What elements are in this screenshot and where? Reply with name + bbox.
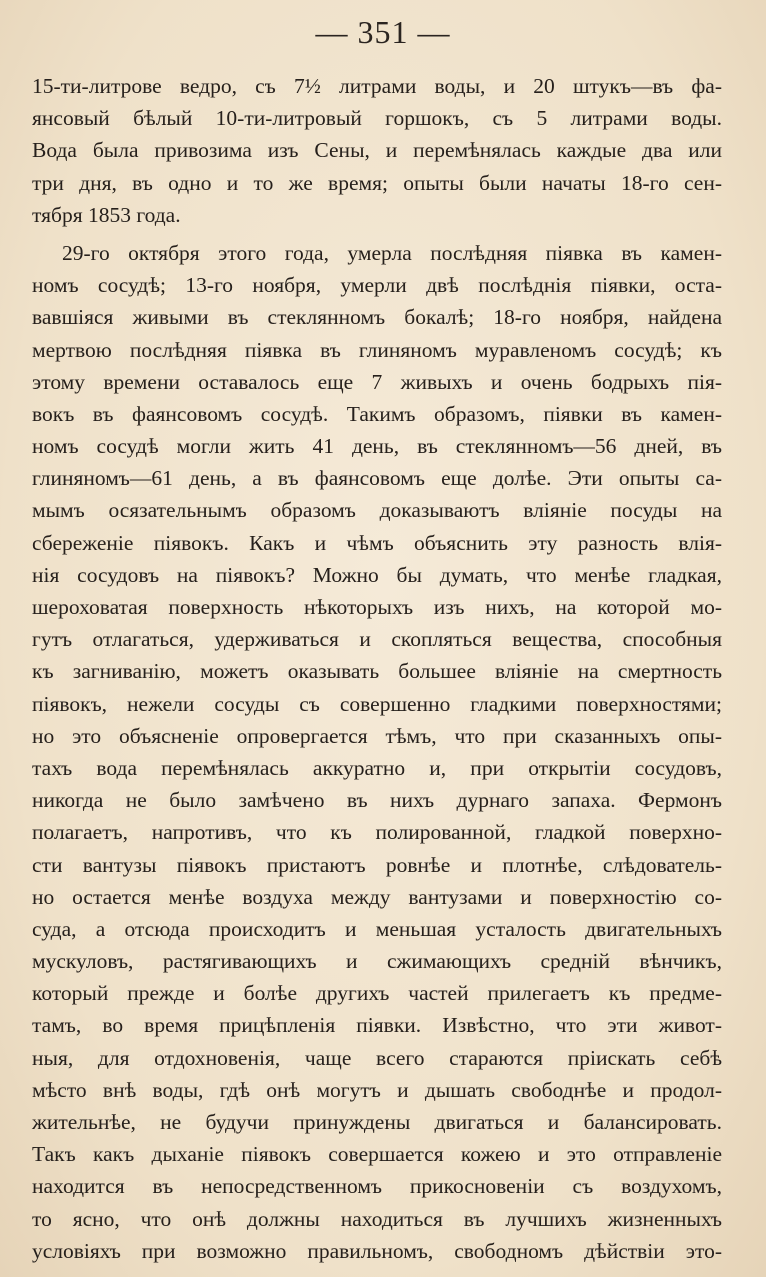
- text-line: мертвою послѣдняя піявка въ глиняномъ муравленомъ сосудѣ; къ: [32, 337, 722, 362]
- text-line: тября 1853 года.: [32, 202, 181, 227]
- text-line: глиняномъ—61 день, а въ фаянсовомъ еще долѣе. Эти опыты са-: [32, 466, 722, 491]
- text-line: никогда не было замѣчено въ нихъ дурнаго запаха. Фермонъ: [32, 788, 722, 813]
- text-line: мымъ осязательнымъ образомъ доказываютъ вліяніе посуды на: [32, 498, 722, 523]
- page-number: — 351 —: [315, 14, 451, 50]
- text-line: 29-го октября этого года, умерла послѣдняя піявка въ камен-: [62, 240, 722, 265]
- text-line: піявокъ, нежели сосуды съ совершенно гладкими поверхностями;: [32, 691, 722, 716]
- text-line: ныя, для отдохновенія, чаще всего стараются пріискать себѣ: [32, 1045, 722, 1070]
- text-line: вавшіяся живыми въ стеклянномъ бокалѣ; 18-го ноября, найдена: [32, 305, 722, 330]
- text-line: номъ сосудѣ; 13-го ноября, умерли двѣ послѣднія піявки, оста-: [32, 273, 722, 298]
- text-line: условіяхъ при возможно правильномъ, свободномъ дѣйствіи это-: [32, 1238, 722, 1263]
- text-line: мускуловъ, растягивающихъ и сжимающихъ средній вѣнчикъ,: [32, 949, 722, 974]
- text-line: номъ сосудѣ могли жить 41 день, въ стеклянномъ—56 дней, въ: [32, 434, 722, 459]
- text-line: но остается менѣе воздуха между вантузами и поверхностію со-: [32, 884, 722, 909]
- text-line: жительнѣе, не будучи принуждены двигаться и балансировать.: [32, 1110, 722, 1134]
- text-line: вокъ въ фаянсовомъ сосудѣ. Такимъ образомъ, піявки въ камен-: [32, 401, 722, 426]
- text-line: полагаетъ, напротивъ, что къ полированной, гладкой поверхно-: [32, 820, 722, 845]
- text-line: Вода была привозима изъ Сены, и перемѣнялась каждые два или: [32, 138, 722, 163]
- text-line: то ясно, что онѣ должны находиться въ лучшихъ жизненныхъ: [32, 1206, 722, 1231]
- text-line: 15-ти-литрове ведро, съ 7½ литрами воды, и 20 штукъ—въ фа-: [32, 74, 722, 98]
- text-line: этому времени оставалось еще 7 живыхъ и очень бодрыхъ пія-: [32, 369, 722, 394]
- text-line: гутъ отлагаться, удерживаться и скопляться вещества, способныя: [32, 627, 722, 652]
- text-line: тамъ, во время прицѣпленія піявки. Извѣстно, что эти живот-: [32, 1013, 722, 1038]
- text-line: три дня, въ одно и то же время; опыты были начаты 18-го сен-: [32, 170, 722, 195]
- text-line: шероховатая поверхность нѣкоторыхъ изъ нихъ, на которой мо-: [32, 595, 722, 619]
- text-line: мѣсто внѣ воды, гдѣ онѣ могутъ и дышать свободнѣе и продол-: [32, 1077, 722, 1102]
- text-line: который прежде и болѣе другихъ частей прилегаетъ къ предме-: [32, 981, 722, 1006]
- text-line: нія сосудовъ на піявокъ? Можно бы думать, что менѣе гладкая,: [32, 562, 722, 587]
- text-line: сбереженіе піявокъ. Какъ и чѣмъ объяснить эту разность влія-: [32, 530, 722, 555]
- text-line: тахъ вода перемѣнялась аккуратно и, при открытіи сосудовъ,: [32, 755, 722, 780]
- text-line: Такъ какъ дыханіе піявокъ совершается кожею и это отправленіе: [32, 1142, 722, 1167]
- body-text: [32, 70, 722, 1267]
- text-line: находится въ непосредственномъ прикосновеніи съ воздухомъ,: [32, 1174, 722, 1199]
- text-line: сти вантузы піявокъ пристаютъ ровнѣе и плотнѣе, слѣдователь-: [32, 852, 722, 877]
- text-line: но это объясненіе опровергается тѣмъ, что при сказанныхъ опы-: [32, 723, 722, 748]
- text-line: къ загниванію, можетъ оказывать большее вліяніе на смертность: [32, 659, 722, 684]
- text-line: суда, а отсюда происходитъ и меньшая усталость двигательныхъ: [32, 916, 722, 941]
- text-line: янсовый бѣлый 10-ти-литровый горшокъ, съ 5 литрами воды.: [32, 106, 722, 131]
